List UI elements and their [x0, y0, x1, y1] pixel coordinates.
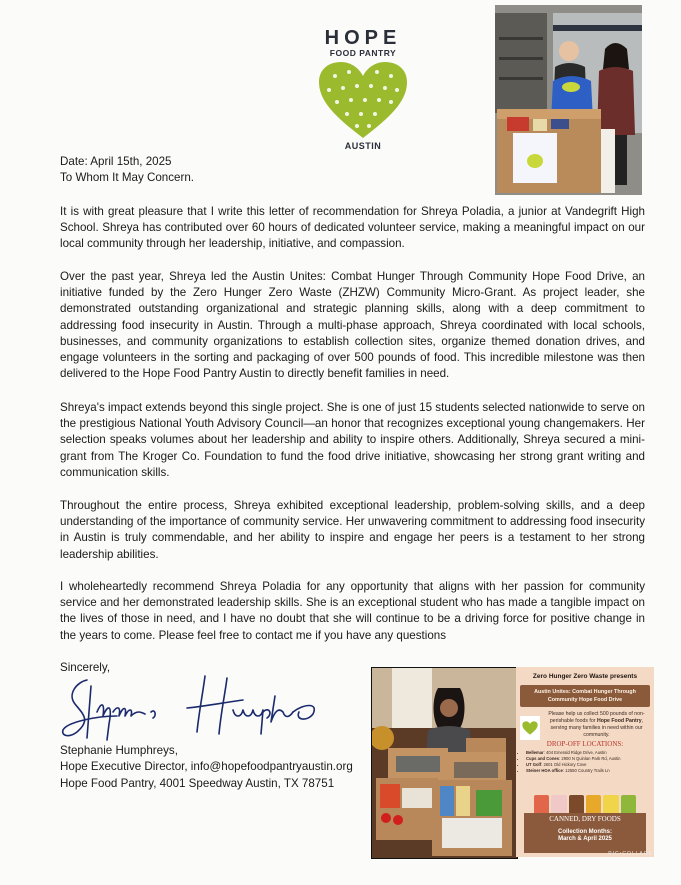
location-address: : 12550 Country Trails Ln	[562, 768, 610, 773]
flyer-title: Zero Hunger Zero Waste presents	[532, 673, 638, 680]
logo-title: HOPE	[324, 27, 402, 49]
flyer-banner: Austin Unites: Combat Hunger Through Community Hope Food Drive	[520, 685, 650, 707]
food-collection-photo	[371, 667, 518, 859]
dropoff-title: DROP-OFF LOCATIONS:	[546, 740, 624, 748]
flyer-appeal	[520, 711, 650, 740]
signer-address: Hope Food Pantry, 4001 Speedway Austin, TX 78751	[60, 776, 335, 790]
signature-icon	[57, 672, 327, 744]
signature-block	[60, 743, 353, 792]
closing-sincerely: Sincerely,	[60, 661, 111, 674]
pic-collage-watermark: PIC•COLLAGE	[608, 851, 653, 857]
location-address: : 404 Emerald Ridge Drive, Austin	[543, 750, 607, 755]
location-name: Cups and Cones	[526, 756, 560, 761]
paragraph-food-drive: Over the past year, Shreya led the Austin Unites: Combat Hunger Through Community Hope Food Drive, an initiative funded by the Zero Hunger Zero Waste (ZHZW) Community Micro-Grant. As project leader, she demonstrated outstanding organizational and strategic planning skills, along with a deep commitment to addressing food insecurity in Austin. Through a multi-phase approach, Shreya coordinated with local schools, businesses, and community organizations to establish collection sites, organize themed donation drives, and engage volunteers in the sorting and packaging of over 500 pounds of food. This incredible milestone was then delivered to the Hope Food Pantry Austin to directly benefit families in need.	[60, 270, 645, 381]
food-drive-flyer	[516, 667, 654, 857]
appeal-org: Hope Food Pantry	[596, 718, 642, 724]
letter-date: Date: April 15th, 2025	[60, 155, 172, 168]
signer-name: Stephanie Humphreys,	[60, 744, 178, 757]
food-box-illustration	[524, 795, 646, 853]
location-name: UT Golf	[526, 762, 542, 767]
months-value: March & April 2025	[558, 836, 612, 842]
location-address: : 2900 N Quinlan Park Rd, Austin	[559, 756, 621, 761]
logo-city: AUSTIN	[344, 141, 382, 151]
location-name: Steiner HOA office	[526, 768, 563, 773]
paragraph-impact: Shreya's impact extends beyond this single project. She is one of just 15 students selected nationwide to serve on the prestigious National Youth Advisory Council—an honor that recognizes exceptional young changemakers. Her selection speaks volumes about her leadership and ability to inspire others. Additionally, Shreya secured a mini-grant from The Kroger Co. Foundation to fund the food drive initiative, showcasing her strong grant writing and communication skills.	[60, 401, 645, 479]
paragraph-leadership: Throughout the entire process, Shreya exhibited exceptional leadership, problem-solving skills, and a deep understanding of the importance of community service. Her unwavering commitment to addressing food insecurity in Austin is truly commendable, and her ability to inspire and engage her peers is a testament to her strong leadership abilities.	[60, 499, 645, 561]
paragraph-recommendation: I wholeheartedly recommend Shreya Poladia for any opportunity that aligns with her passion for community service and her demonstrated leadership skills. She is an exceptional student who has made a tangible impact on the lives of those in need, and I have no doubt that she will continue to be a driving force for positive change in the years to come. Please feel free to contact me if you have any questions	[60, 580, 645, 642]
box-label: CANNED, DRY FOODS	[549, 815, 621, 823]
signer-title-email: Hope Executive Director, info@hopefoodpantryaustin.org	[60, 760, 353, 774]
dropoff-location	[526, 768, 654, 774]
collection-months	[524, 829, 646, 843]
letter-header	[60, 154, 194, 186]
heart-icon	[522, 721, 538, 735]
logo-subtitle: FOOD PANTRY	[329, 48, 397, 58]
volunteers-photo	[495, 5, 642, 195]
flyer-appeal-text	[543, 711, 650, 740]
food-collection-photo-image	[372, 668, 517, 858]
volunteers-photo-image	[495, 5, 642, 195]
handwritten-signature	[57, 672, 327, 749]
appeal-post: , serving many families in need within our community.	[550, 718, 644, 738]
letter-salutation: To Whom It May Concern.	[60, 171, 195, 185]
months-label: Collection Months:	[558, 829, 612, 835]
hope-food-pantry-logo	[308, 28, 418, 151]
heart-vegetables-icon	[317, 60, 409, 140]
paragraph-introduction: It is with great pleasure that I write this letter of recommendation for Shreya Poladia, a junior at Vandegrift High School. Shreya has contributed over 60 hours of dedicated volunteer service, making a meaningful impact on our local community through her leadership, initiative, and compassion.	[60, 205, 645, 251]
appeal-pre: Please help us collect 500 pounds of non-perishable foods for	[548, 711, 645, 724]
location-name: Bellemar	[526, 750, 544, 755]
location-address: : 2601 Old Hickory Cove	[541, 762, 587, 767]
dropoff-list	[520, 750, 654, 774]
mini-hope-logo	[520, 716, 540, 740]
